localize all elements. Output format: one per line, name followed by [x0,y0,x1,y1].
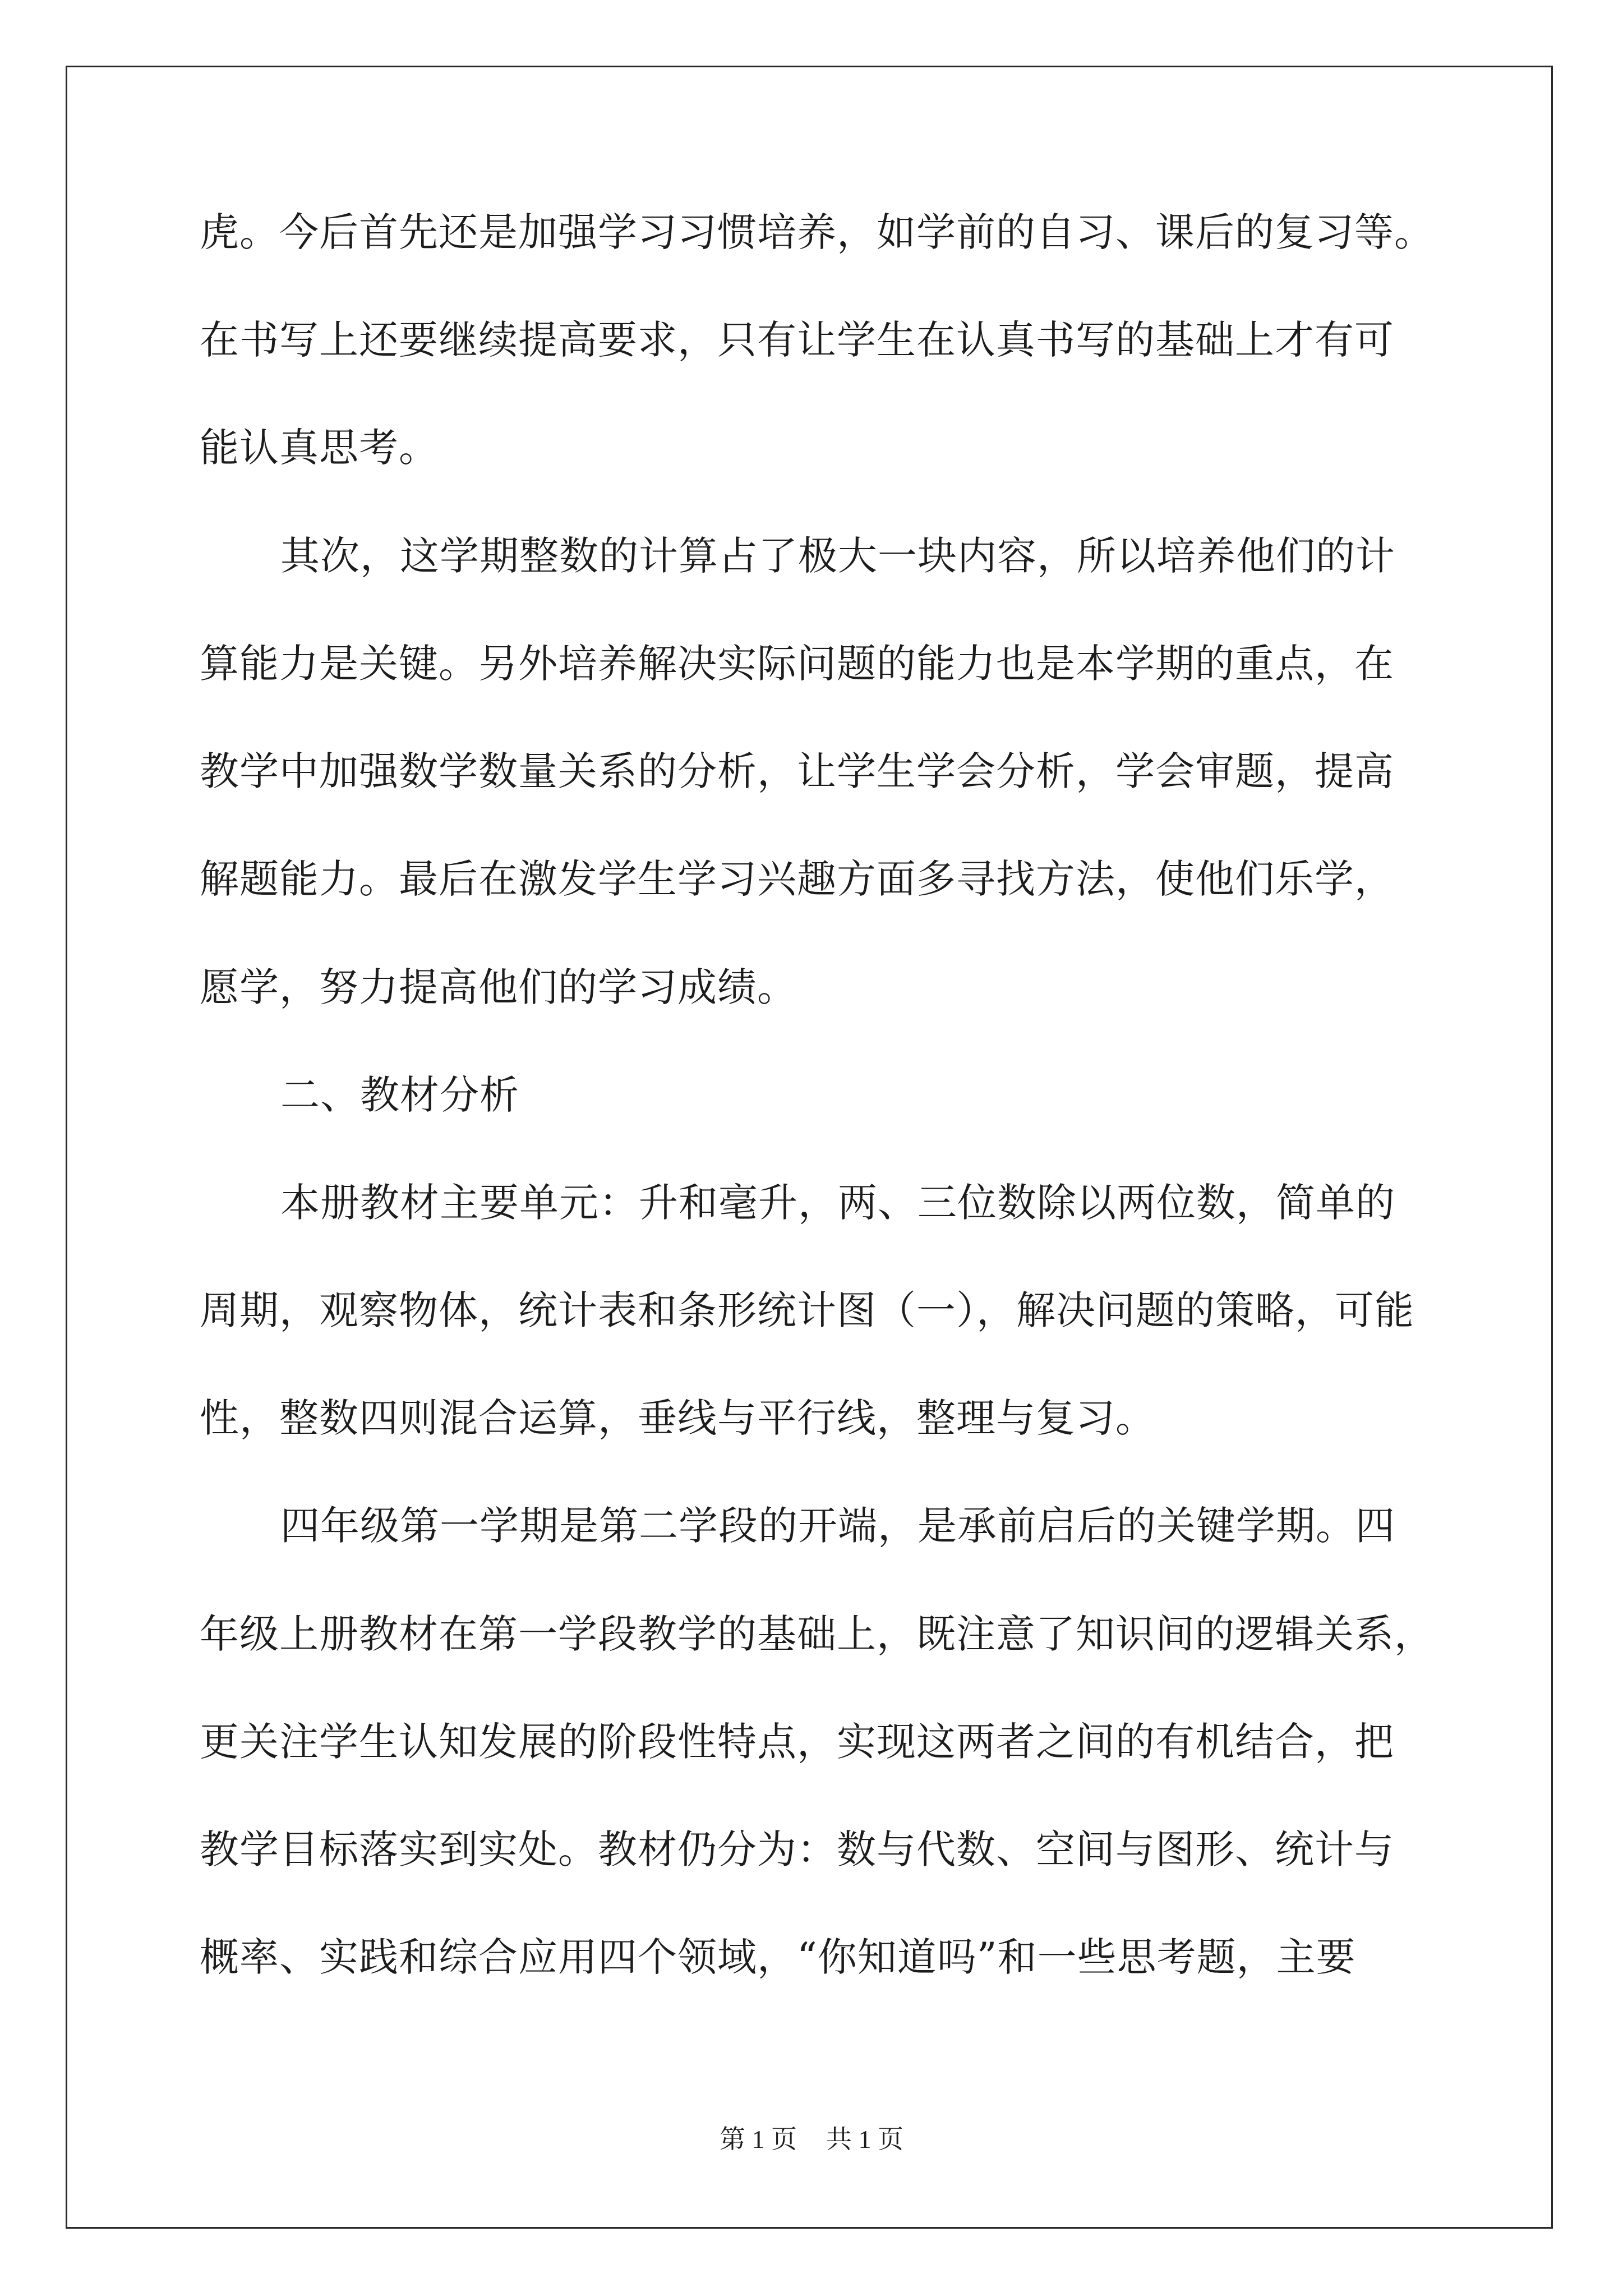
body-line-8: 愿学，努力提高他们的学习成绩。 [200,964,797,1010]
body-line-5: 算能力是关键。另外培养解决实际问题的能力也是本学期的重点，在 [200,641,1394,687]
body-line-14: 年级上册教材在第一学段教学的基础上，既注意了知识间的逻辑关系， [200,1611,1434,1657]
page-border [66,66,1553,2229]
body-line-15: 更关注学生认知发展的阶段性特点，实现这两者之间的有机结合，把 [200,1719,1394,1765]
body-line-11: 周期，观察物体，统计表和条形统计图（一），解决问题的策略，可能 [200,1287,1414,1333]
body-line-12: 性，整数四则混合运算，垂线与平行线，整理与复习。 [200,1395,1155,1441]
body-line-7: 解题能力。最后在激发学生学习兴趣方面多寻找方法，使他们乐学， [200,856,1394,902]
body-line-3: 能认真思考。 [200,425,439,471]
page-footer [0,2123,1623,2156]
body-line-1: 虎。今后首先还是加强学习习惯培养，如学前的自习、课后的复习等。 [200,209,1434,255]
body-line-13: 四年级第一学期是第二学段的开端，是承前启后的关键学期。四 [280,1503,1395,1549]
body-line-17: 概率、实践和综合应用四个领域，“你知道吗”和一些思考题，主要 [200,1934,1356,1980]
page-total: 共 1 页 [826,2125,903,2154]
section-heading: 二、教材分析 [280,1072,519,1118]
body-line-10: 本册教材主要单元：升和毫升，两、三位数除以两位数，简单的 [280,1180,1395,1226]
body-line-4: 其次，这学期整数的计算占了极大一块内容，所以培养他们的计 [280,533,1395,579]
body-line-2: 在书写上还要继续提高要求，只有让学生在认真书写的基础上才有可 [200,317,1394,363]
page-number: 第 1 页 [720,2125,797,2154]
body-line-16: 教学目标落实到实处。教材仍分为：数与代数、空间与图形、统计与 [200,1826,1394,1872]
body-line-6: 教学中加强数学数量关系的分析，让学生学会分析，学会审题，提高 [200,748,1394,794]
